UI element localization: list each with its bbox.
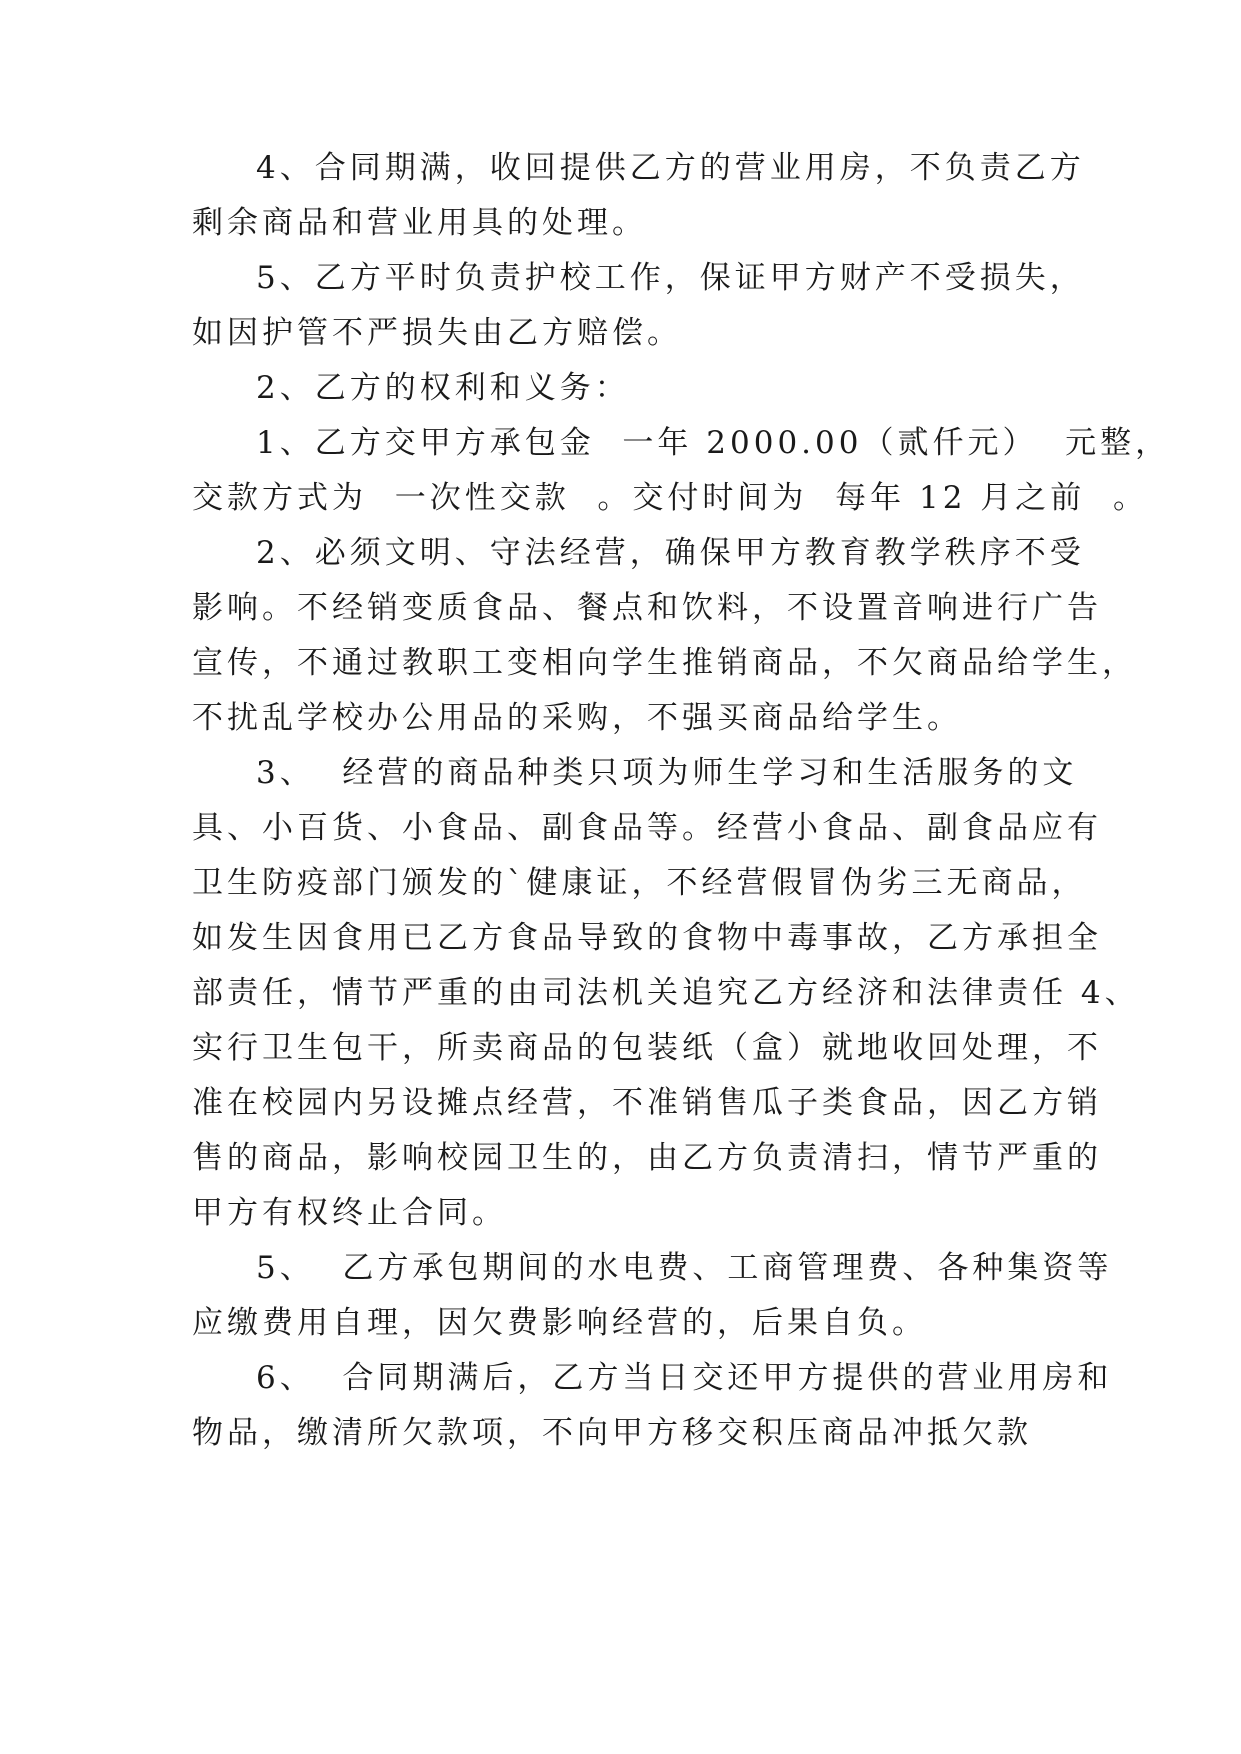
b-clause-3-line-3: 卫生防疫部门颁发的`健康证，不经营假冒伪劣三无商品， bbox=[192, 865, 1087, 901]
b-clause-2-line-4: 不扰乱学校办公用品的采购，不强买商品给学生。 bbox=[192, 700, 962, 736]
b-clause-4-line-4: 甲方有权终止合同。 bbox=[192, 1195, 507, 1231]
b-clause-4-line-1: 实行卫生包干，所卖商品的包装纸（盒）就地收回处理，不 bbox=[192, 1030, 1102, 1066]
clause-5-line-1: 5、乙方平时负责护校工作，保证甲方财产不受损失， bbox=[256, 260, 1085, 296]
clause-4-line-1: 4、合同期满，收回提供乙方的营业用房，不负责乙方 bbox=[256, 150, 1085, 186]
b-clause-3-line-1: 3、 经营的商品种类只项为师生学习和生活服务的文 bbox=[256, 755, 1078, 791]
clause-4-line-2: 剩余商品和营业用具的处理。 bbox=[192, 205, 647, 241]
b-clause-6-line-1: 6、 合同期满后，乙方当日交还甲方提供的营业用房和 bbox=[256, 1360, 1113, 1396]
section-heading-party-b: 2、乙方的权利和义务： bbox=[256, 370, 630, 406]
b-clause-2-line-2: 影响。不经销变质食品、餐点和饮料，不设置音响进行广告 bbox=[192, 590, 1102, 626]
b-clause-2-line-3: 宣传，不通过教职工变相向学生推销商品，不欠商品给学生， bbox=[192, 645, 1137, 681]
b-clause-3-line-2: 具、小百货、小食品、副食品等。经营小食品、副食品应有 bbox=[192, 810, 1102, 846]
b-clause-5-line-2: 应缴费用自理，因欠费影响经营的，后果自负。 bbox=[192, 1305, 927, 1341]
b-clause-1-line-2: 交款方式为 一次性交款 。交付时间为 每年 12 月之前 。 bbox=[192, 480, 1148, 516]
b-clause-4-line-3: 售的商品，影响校园卫生的，由乙方负责清扫，情节严重的 bbox=[192, 1140, 1102, 1176]
b-clause-5-line-1: 5、 乙方承包期间的水电费、工商管理费、各种集资等 bbox=[256, 1250, 1113, 1286]
b-clause-2-line-1: 2、必须文明、守法经营，确保甲方教育教学秩序不受 bbox=[256, 535, 1085, 571]
b-clause-1-line-1: 1、乙方交甲方承包金 一年 2000.00（贰仟元） 元整， bbox=[256, 425, 1171, 461]
b-clause-4-line-2: 准在校园内另设摊点经营，不准销售瓜子类食品，因乙方销 bbox=[192, 1085, 1102, 1121]
b-clause-3-line-5: 部责任，情节严重的由司法机关追究乙方经济和法律责任 4、 bbox=[192, 975, 1140, 1011]
clause-5-line-2: 如因护管不严损失由乙方赔偿。 bbox=[192, 315, 682, 351]
b-clause-3-line-4: 如发生因食用已乙方食品导致的食物中毒事故，乙方承担全 bbox=[192, 920, 1102, 956]
b-clause-6-line-2: 物品，缴清所欠款项，不向甲方移交积压商品冲抵欠款 bbox=[192, 1415, 1032, 1451]
